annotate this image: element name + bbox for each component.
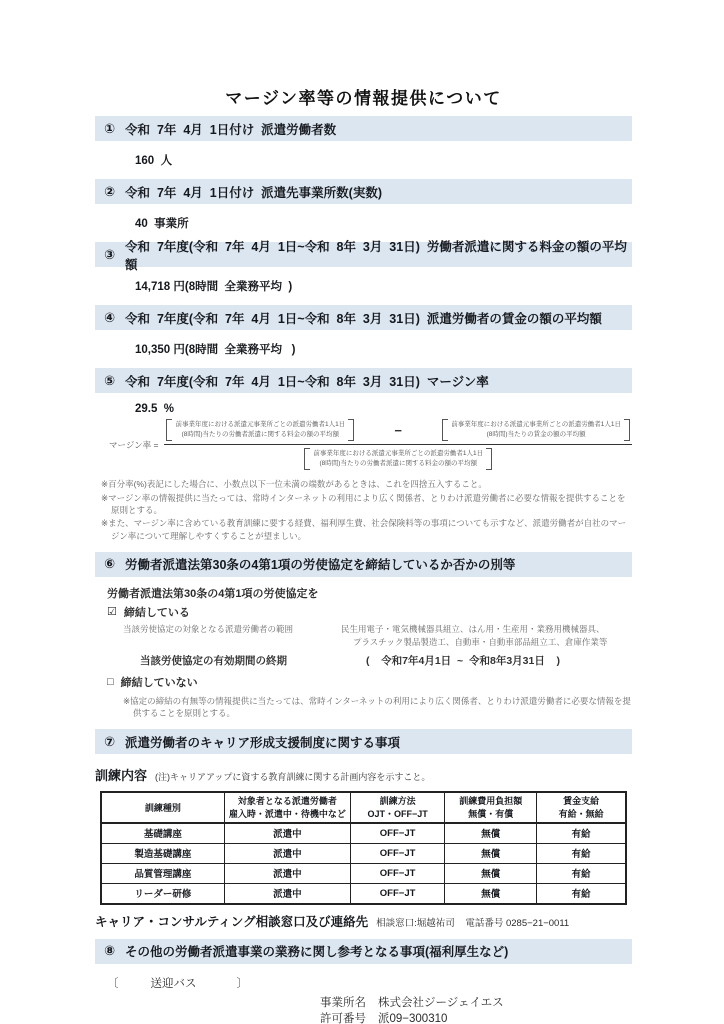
document-content: [95, 84, 632, 1024]
open-bracket-icon: 〔: [107, 977, 119, 990]
note-margin-transparency: ※また、マージン率に含めている教育訓練に要する経費、福利厚生費、社会保険料等の事項についても示すなど、派遣労働者が自社のマージン率について理解しやすくすることが望ましい。: [101, 518, 627, 541]
checked-checkbox-icon: ☑: [107, 606, 117, 619]
agreement-not-concluded-option: [107, 674, 632, 690]
license-number-label: 許可番号: [320, 1012, 366, 1024]
office-name-label: 事業所名: [320, 996, 366, 1009]
section-8-header: [95, 939, 632, 964]
table-row: リーダー研修 派遣中 OFF−JT 無償 有給: [101, 883, 626, 904]
career-consulting-label: キャリア・コンサルティング相談窓口及び連絡先: [95, 914, 369, 929]
license-number-value: 派09−300310: [378, 1012, 448, 1024]
section-6-header: [95, 552, 632, 577]
section-1-value: 160 人: [135, 155, 173, 167]
section-2-header: [95, 179, 632, 204]
denominator-line1: 前事業年度における派遣元事業所ごとの派遣労働者1人1日: [313, 450, 484, 458]
training-content-note: (注)キャリアアップに資する教育訓練に関する計画内容を示すこと。: [155, 772, 431, 783]
unchecked-checkbox-icon: □: [107, 675, 114, 688]
fee-term-line1: 前事業年度における派遣元事業所ごとの派遣労働者1人1日: [175, 421, 346, 428]
document-title: マージン率等の情報提供について: [225, 89, 502, 108]
col-header-cost-burden: 訓練費用負担額 無償・有償: [445, 792, 537, 822]
training-content-label: 訓練内容: [95, 768, 148, 784]
note-internet-disclosure: ※マージン率の情報提供に当たっては、常時インターネットの利用により広く関係者、とりわけ派遣労働者に必要な情報を提供することを原則とする。: [101, 492, 626, 515]
training-table: [100, 791, 627, 904]
col-header-target-workers: 対象者となる派遣労働者 雇入時・派遣中・待機中など: [224, 792, 350, 822]
agreement-note: ※協定の締結の有無等の情報提供に当たっては、常時インターネットの利用により広く関係者、とりわけ派遣労働者に必要な情報を提供することを原則とする。: [123, 695, 631, 719]
agreement-scope-value-line2: プラスチック製品製造工、自動車・自動車部品組立工、倉庫作業等: [353, 636, 608, 647]
agreement-not-concluded-label: 締結していない: [120, 676, 198, 689]
fee-term-line2: (8時間)当たりの労働者派遣に関する料金の額の平均額: [181, 431, 340, 439]
section-4-number: ④: [104, 309, 116, 325]
denominator-line2: (8時間)当たりの労働者派遣に関する料金の額の平均額: [319, 460, 477, 468]
agreement-period-value: ( 令和7年4月1日 ~ 令和8年3月31日 ): [366, 654, 561, 667]
agreement-scope-value-line1: 民生用電子・電気機械器具組立、はん用・生産用・業務用機械器具、: [341, 623, 605, 634]
minus-operator: −: [394, 422, 403, 438]
section-7-heading: 派遣労働者のキャリア形成支援制度に関する事項: [125, 735, 401, 750]
col-header-training-method: 訓練方法 OJT・OFF−JT: [350, 792, 445, 822]
col-header-training-type: 訓練種別: [101, 792, 224, 822]
section-8-heading: その他の労働者派遣事業の業務に関し参考となる事項(福利厚生など): [125, 945, 509, 960]
agreement-scope-label: 当該労使協定の対象となる派遣労働者の範囲: [123, 623, 294, 634]
table-row: 製造基礎講座 派遣中 OFF−JT 無償 有給: [101, 843, 626, 863]
agreement-lead-text: 労働者派遣法第30条の4第1項の労使協定を: [107, 587, 319, 600]
note-rounding: ※百分率(%)表記にした場合に、小数点以下一位未満の端数があるときは、これを四捨五入すること。: [101, 479, 487, 490]
formula-denominator-term: [304, 448, 492, 470]
section-5-heading: 令和 7年度(令和 7年 4月 1日~令和 8年 3月 31日) マージン率: [125, 374, 489, 389]
margin-rate-formula: [109, 419, 632, 470]
welfare-item-line: [107, 975, 632, 991]
right-bracket-icon: [486, 448, 492, 470]
right-bracket-icon: [624, 419, 630, 441]
company-info-block: [320, 995, 632, 1024]
margin-rate-value: 29.5 %: [135, 403, 174, 415]
office-name-value: 株式会社ジージェイエス: [378, 996, 504, 1009]
labor-agreement-body: [107, 585, 632, 720]
section-3-number: ③: [104, 246, 116, 262]
section-4-heading: 令和 7年度(令和 7年 4月 1日~令和 8年 3月 31日) 派遣労働者の賃金の額の平均額: [125, 311, 602, 326]
section-8-number: ⑧: [104, 943, 116, 959]
formula-wage-term: [442, 419, 630, 441]
section-1-heading: 令和 7年 4月 1日付け 派遣労働者数: [125, 122, 337, 137]
table-row: 品質管理講座 派遣中 OFF−JT 無償 有給: [101, 863, 626, 883]
col-header-wage-payment: 賃金支給 有給・無給: [537, 792, 626, 822]
section-1-header: [95, 116, 632, 141]
office-name-row: [320, 995, 632, 1011]
section-2-value: 40 事業所: [135, 218, 189, 230]
section-7-number: ⑦: [104, 733, 116, 749]
agreement-concluded-label: 締結している: [123, 606, 190, 619]
table-row: 基礎講座 派遣中 OFF−JT 無償 有給: [101, 823, 626, 844]
section-7-header: [95, 729, 632, 754]
license-number-row: [320, 1011, 632, 1024]
close-bracket-icon: 〕: [236, 977, 248, 990]
section-3-value: 14,718 円(8時間 全業務平均 ): [135, 281, 293, 293]
wage-term-line1: 前事業年度における派遣元事業所ごとの派遣労働者1人1日: [451, 421, 621, 428]
wage-term-line2: (8時間)当たりの賃金の額の平均額: [486, 431, 586, 439]
training-table-header-row: [101, 792, 626, 822]
training-content-line: [95, 765, 632, 784]
section-4-value: 10,350 円(8時間 全業務平均 ): [135, 344, 296, 356]
career-consulting-contact: 相談窓口:堀越祐司 電話番号 0285−21−0011: [376, 917, 570, 929]
section-4-header: [95, 305, 632, 330]
career-consulting-line: [95, 912, 632, 930]
section-1-number: ①: [104, 120, 116, 136]
section-3-header: [95, 239, 632, 272]
agreement-period-label: 当該労使協定の有効期間の終期: [140, 654, 287, 667]
section-2-heading: 令和 7年 4月 1日付け 派遣先事業所数(実数): [125, 185, 382, 200]
agreement-concluded-option: [107, 604, 632, 620]
section-6-number: ⑥: [104, 556, 116, 572]
formula-label: マージン率 =: [109, 439, 159, 450]
formula-denominator: [164, 444, 632, 470]
section-2-number: ②: [104, 183, 116, 199]
agreement-scope-row: [107, 623, 632, 635]
right-bracket-icon: [348, 419, 354, 441]
section-6-heading: 労働者派遣法第30条の4第1項の労使協定を締結しているか否かの別等: [125, 558, 516, 573]
welfare-item-value: 送迎バス: [150, 977, 197, 990]
agreement-period-row: [107, 653, 632, 668]
section-5-header: [95, 368, 632, 393]
section-5-number: ⑤: [104, 372, 116, 388]
formula-fee-term: [166, 419, 354, 441]
section-3-heading: 令和 7年度(令和 7年 4月 1日~令和 8年 3月 31日) 労働者派遣に関する料金の額の平均額: [125, 239, 627, 272]
margin-rate-notes: [101, 478, 632, 542]
formula-numerator: [164, 419, 632, 444]
formula-fraction: [164, 419, 632, 470]
